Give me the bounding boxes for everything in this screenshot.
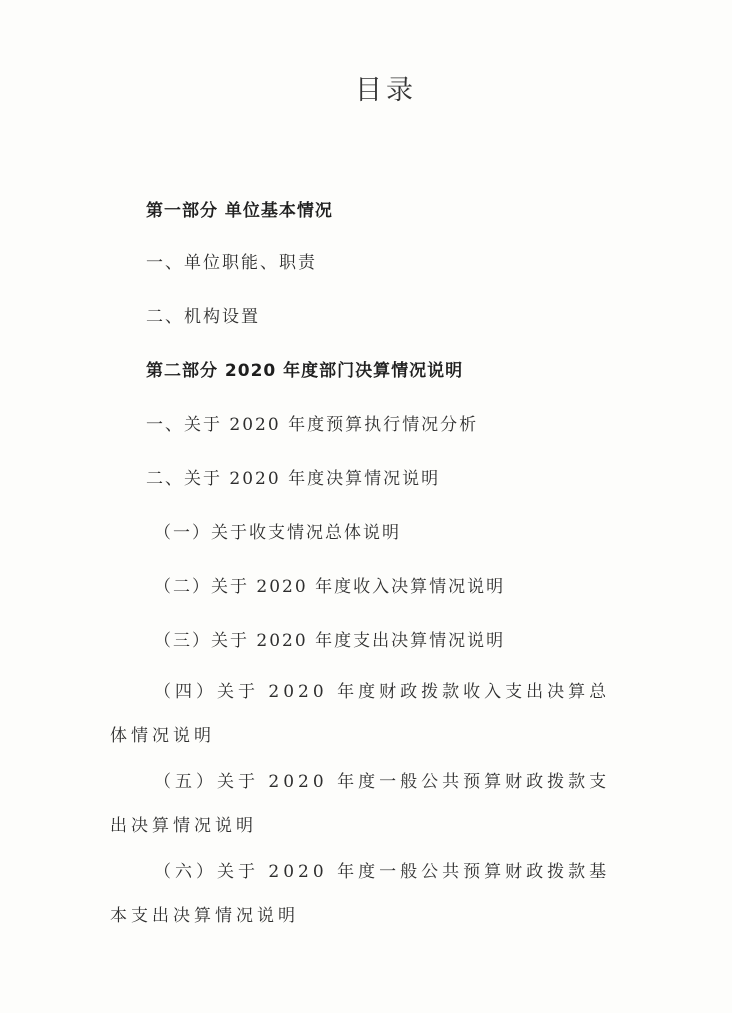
toc-subitem-4: （四）关于 2020 年度财政拨款收入支出决算总体情况说明 [110,682,611,746]
toc-subitem-2: （二）关于 2020 年度收入决算情况说明 [154,577,506,597]
toc-subitem-6: （六）关于 2020 年度一般公共预算财政拨款基本支出决算情况说明 [110,862,611,926]
toc-item-org-setup: 二、机构设置 [146,307,260,327]
toc-subitem-5: （五）关于 2020 年度一般公共预算财政拨款支出决算情况说明 [110,772,611,836]
toc-item-budget-execution: 一、关于 2020 年度预算执行情况分析 [146,415,479,435]
part2-heading: 第二部分 2020 年度部门决算情况说明 [146,361,464,381]
toc-subitem-1: （一）关于收支情况总体说明 [154,523,401,543]
toc-item-final-accounts: 二、关于 2020 年度决算情况说明 [146,469,441,489]
part1-heading: 第一部分 单位基本情况 [146,201,333,221]
page-title: 目录 [355,75,417,106]
toc-item-unit-functions: 一、单位职能、职责 [146,253,317,273]
toc-subitem-3: （三）关于 2020 年度支出决算情况说明 [154,631,506,651]
